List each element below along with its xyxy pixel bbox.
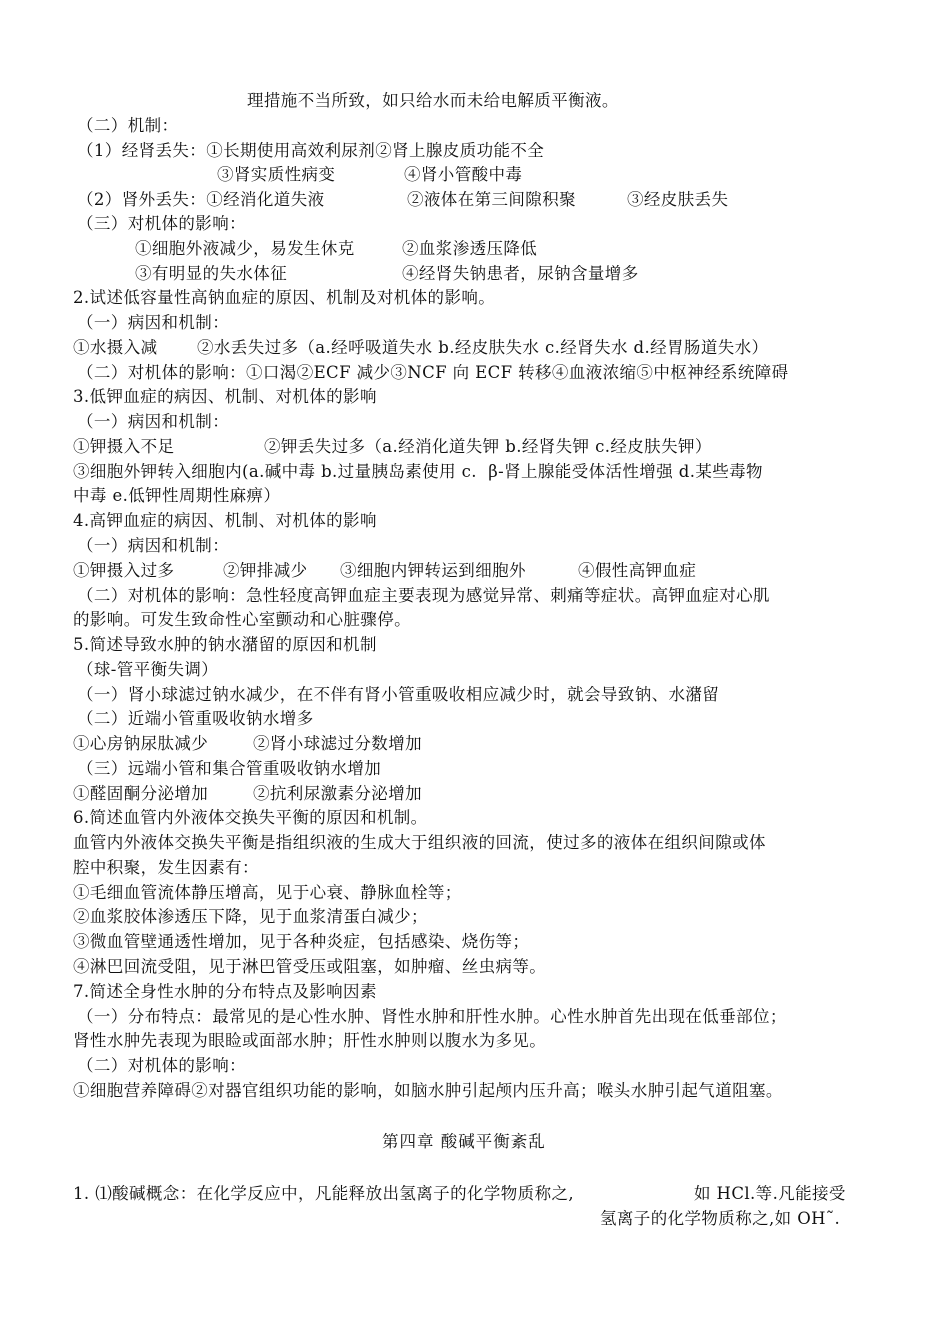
text-line: ①水摄入减 (73, 338, 158, 357)
section-heading: （一）病因和机制： (77, 536, 230, 555)
text-line: ③细胞外钾转入细胞内(a.碱中毒 b.过量胰岛素使用 c. β-肾上腺能受体活性增强 d.某些毒物 (73, 462, 763, 481)
text-line: ①心房钠尿肽减少 (73, 734, 209, 753)
text-line: （2）肾外丢失：①经消化道失液 (77, 190, 325, 209)
text-line: 理措施不当所致，如只给水而未给电解质平衡液。 (247, 91, 619, 110)
text-line: ③经皮肤丢失 (627, 190, 729, 209)
text-line: ①醛固酮分泌增加 (73, 784, 209, 803)
question-heading: 2.试述低容量性高钠血症的原因、机制及对机体的影响。 (73, 288, 496, 307)
section-heading: （三）对机体的影响： (77, 214, 246, 233)
text-line: ①细胞营养障碍②对器官组织功能的影响，如脑水肿引起颅内压升高；喉头水肿引起气道阻塞。 (73, 1081, 783, 1100)
text-line: ③细胞内钾转运到细胞外 (340, 561, 526, 580)
text-line: （1）经肾丢失：①长期使用高效利尿剂②肾上腺皮质功能不全 (77, 141, 545, 160)
text-line: 如 HCl.等.凡能接受 (694, 1184, 846, 1203)
text-line: 肾性水肿先表现为眼睑或面部水肿；肝性水肿则以腹水为多见。 (73, 1031, 547, 1050)
text-line: ①细胞外液减少，易发生休克 (135, 239, 355, 258)
text-line: ①钾摄入过多 (73, 561, 175, 580)
text-line: ④假性高钾血症 (578, 561, 697, 580)
text-line: （一）分布特点：最常见的是心性水肿、肾性水肿和肝性水肿。心性水肿首先出现在低垂部位； (77, 1007, 787, 1026)
text-line: 血管内外液体交换失平衡是指组织液的生成大于组织液的回流，使过多的液体在组织间隙或体 (73, 833, 766, 852)
text-line: 1. ⑴酸碱概念：在化学反应中，凡能释放出氢离子的化学物质称之, (73, 1184, 575, 1203)
text-line: ④肾小管酸中毒 (404, 165, 523, 184)
text-line: ②钾丢失过多（a.经消化道失钾 b.经肾失钾 c.经皮肤失钾） (264, 437, 712, 456)
text-line: 氢离子的化学物质称之,如 OH˜. (600, 1209, 841, 1228)
text-line: ②肾小球滤过分数增加 (253, 734, 422, 753)
text-line: （二）对机体的影响：①口渴②ECF 减少③NCF 向 ECF 转移④血液浓缩⑤中枢神经系统障碍 (77, 363, 789, 382)
section-heading: （三）远端小管和集合管重吸收钠水增加 (77, 759, 382, 778)
question-heading: 5.简述导致水肿的钠水潴留的原因和机制 (73, 635, 377, 654)
section-heading: （二）对机体的影响： (77, 1056, 246, 1075)
chapter-title: 第四章 酸碱平衡紊乱 (382, 1132, 546, 1151)
text-line: ②血浆渗透压降低 (402, 239, 538, 258)
text-line: ②水丢失过多（a.经呼吸道失水 b.经皮肤失水 c.经肾失水 d.经胃肠道失水） (197, 338, 769, 357)
text-line: ①毛细血管流体静压增高，见于心衰、静脉血栓等； (73, 883, 462, 902)
section-heading: （二）近端小管重吸收钠水增多 (77, 709, 314, 728)
text-line: ④经肾失钠患者，尿钠含量增多 (402, 264, 639, 283)
text-line: ③微血管壁通透性增加，见于各种炎症，包括感染、烧伤等； (73, 932, 530, 951)
section-heading: （二）机制： (77, 116, 179, 135)
section-heading: （一）病因和机制： (77, 313, 230, 332)
text-line: 的影响。可发生致命性心室颤动和心脏骤停。 (73, 610, 411, 629)
section-heading: （一）病因和机制： (77, 412, 230, 431)
question-heading: 7.简述全身性水肿的分布特点及影响因素 (73, 982, 377, 1001)
question-heading: 3.低钾血症的病因、机制、对机体的影响 (73, 387, 377, 406)
text-line: ②钾排减少 (223, 561, 308, 580)
text-line: 中毒 e.低钾性周期性麻痹） (73, 486, 281, 505)
question-heading: 6.简述血管内外液体交换失平衡的原因和机制。 (73, 808, 428, 827)
text-line: ①钾摄入不足 (73, 437, 175, 456)
question-heading: 4.高钾血症的病因、机制、对机体的影响 (73, 511, 377, 530)
text-line: ②抗利尿激素分泌增加 (253, 784, 422, 803)
text-line: ②血浆胶体渗透压下降，见于血浆清蛋白减少； (73, 907, 428, 926)
text-line: （球-管平衡失调） (77, 660, 219, 679)
text-line: （二）对机体的影响：急性轻度高钾血症主要表现为感觉异常、刺痛等症状。高钾血症对心肌 (77, 586, 770, 605)
text-line: ③有明显的失水体征 (135, 264, 288, 283)
text-line: ②液体在第三间隙积聚 (407, 190, 576, 209)
text-line: （一）肾小球滤过钠水减少，在不伴有肾小管重吸收相应减少时，就会导致钠、水潴留 (77, 685, 720, 704)
text-line: ③肾实质性病变 (217, 165, 336, 184)
text-line: ④淋巴回流受阻，见于淋巴管受压或阻塞，如肿瘤、丝虫病等。 (73, 957, 547, 976)
text-line: 腔中积聚，发生因素有： (73, 858, 259, 877)
